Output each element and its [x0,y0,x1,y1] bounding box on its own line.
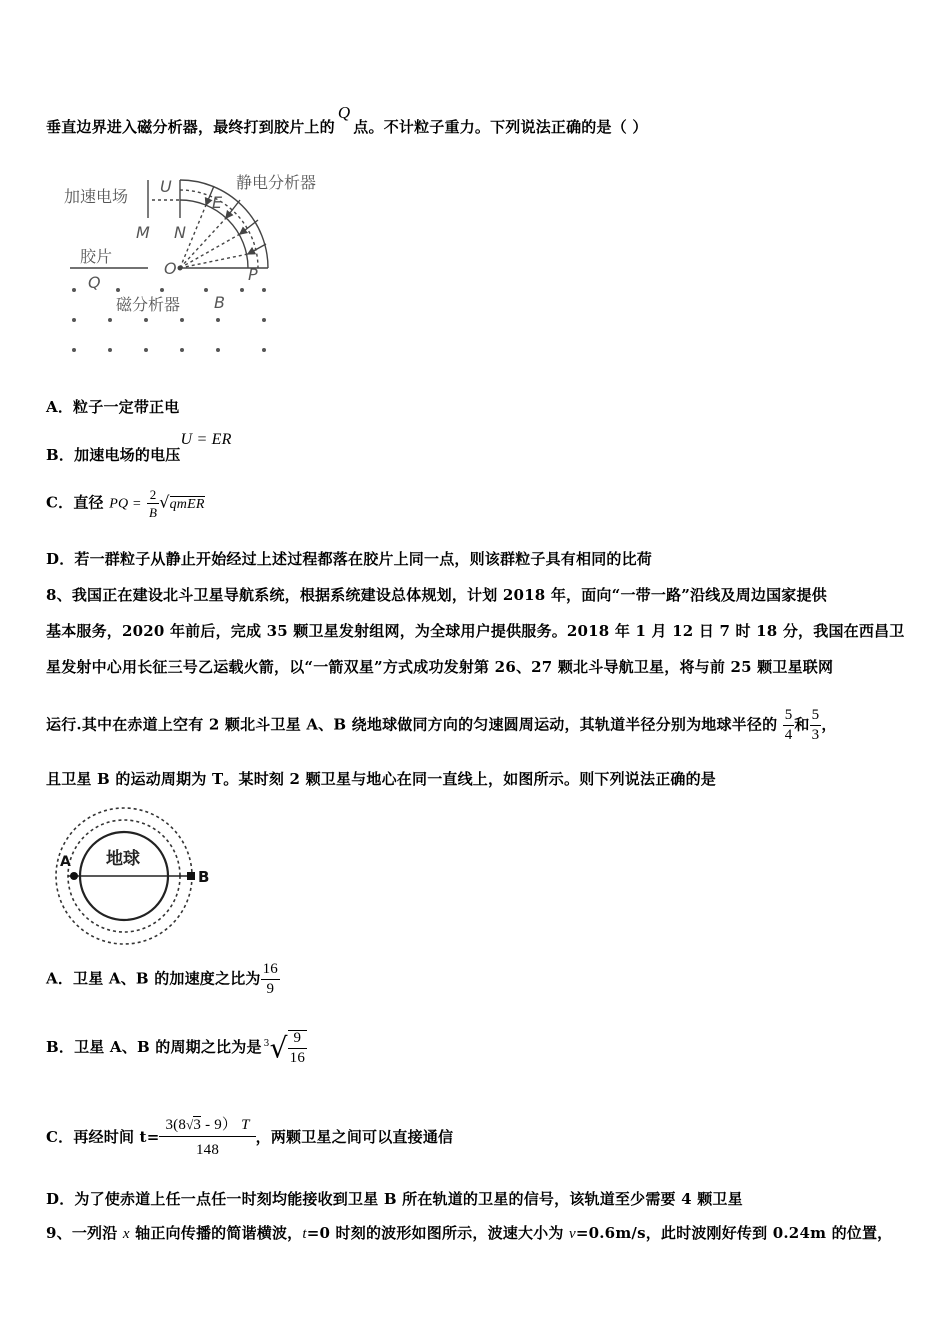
q9-text-d: =0.6m/s，此时波刚好传到 0.24m 的位置， [575,1224,893,1242]
center-o [178,266,183,271]
num-part-a: 3(8 [165,1117,187,1133]
satellite-b [187,872,195,880]
label-u: U [160,177,172,196]
analyzer-outer-arc [180,180,268,268]
label-m: M [136,223,150,242]
fraction-den: 3 [811,727,820,743]
fraction-num: 9 [288,1031,307,1049]
earth-label: 地球 [106,849,140,869]
accel-ratio-fraction [261,962,280,997]
num-t: T [241,1117,250,1133]
q8-and: 和 [794,715,810,734]
label-electrostatic-analyzer: 静电分析器 [236,173,317,192]
fraction-num: 3(8√3 - 9） T [159,1118,255,1137]
q8-comma: ， [821,715,837,734]
q8-line-3: 星发射中心用长征三号乙运载火箭，以“一箭双星”方式成功发射第 26、27 颗北斗导航卫星，将与前 25 颗卫星联网 [46,658,834,676]
q8-option-a [46,962,280,997]
q7-option-b-text: B．加速电场的电压 [46,446,181,464]
q9-text-b: 轴正向传播的简谐横波， [129,1224,303,1242]
num-part-b: - 9） [205,1117,238,1133]
mass-spectrometer-figure [56,168,346,358]
q8-line-4 [46,708,837,743]
q9-var-t: t [302,1226,307,1242]
label-accel-field: 加速电场 [64,187,129,206]
label-b: B [214,293,225,312]
q9-var-v: v [569,1226,576,1242]
label-q: Q [88,273,101,292]
q8-option-c-tail: ，两颗卫星之间可以直接通信 [255,1128,454,1146]
fraction-num: 5 [810,708,822,726]
q9-line-1 [46,1222,892,1243]
label-p: P [248,265,258,284]
q8-line-4-text: 运行.其中在赤道上空有 2 颗北斗卫星 A、B 绕地球做同方向的匀速圆周运动，其轨道半径分别为地球半径的 [46,715,778,734]
radius-fraction-b [810,708,822,743]
label-film: 胶片 [80,247,113,266]
fraction-den: 16 [289,1050,306,1066]
var-q: Q [337,103,351,122]
label-magnetic-analyzer: 磁分析器 [116,295,181,314]
q8-option-b-text: B．卫星 A、B 的周期之比为是 [46,1038,262,1056]
fraction-num: 5 [783,708,795,726]
satellite-a [70,872,78,880]
q7-option-b-formula: U = ER [180,431,232,448]
q7-stem [46,103,648,137]
label-n: N [174,223,186,242]
label-sat-b: B [198,868,210,886]
q8-line-1: 8、我国正在建设北斗卫星导航系统，根据系统建设总体规划，计划 2018 年，面向“一带一路”沿线及周边国家提供 [46,586,827,604]
num-sqrt: 3 [193,1117,202,1133]
q7-option-b [46,428,232,464]
q7-option-c: C．直径 PQ = $\frac{2}{B}$ √qmER [46,487,205,520]
q8-line-2: 基本服务，2020 年前后，完成 35 颗卫星发射组网，为全球用户提供服务。2018 年 1 月 12 日 7 时 18 分，我国在西昌卫 [46,622,905,640]
fraction-num: 2 [147,488,159,504]
time-fraction [159,1118,255,1158]
q7-stem-text: 垂直边界进入磁分析器，最终打到胶片上的 [46,118,335,136]
root-index: 3 [263,1039,270,1049]
q7-option-c-root: qmER [169,496,205,512]
fraction-num: 16 [261,962,280,980]
q9-text-a: 9、一列沿 [46,1224,123,1242]
q7-option-c-fraction [147,488,159,519]
q8-option-c-text: C．再经时间 t= [46,1128,160,1146]
satellite-orbit-figure [44,800,224,946]
q7-option-c-pq: PQ = [109,496,142,512]
q8-option-d: D．为了使赤道上任一点任一时刻均能接收到卫星 B 所在轨道的卫星的信号，该轨道至少需要 4 颗卫星 [46,1190,743,1208]
fraction-den: 4 [784,727,793,743]
q8-line-5: 且卫星 B 的运动周期为 T。某时刻 2 颗卫星与地心在同一直线上，如图所示。则下列说法正确的是 [46,770,716,788]
q9-var-x: x [122,1226,130,1242]
radius-fraction-a [783,708,795,743]
q7-stem-tail: 点。不计粒子重力。下列说法正确的是（ ） [353,118,648,136]
q8-option-a-text: A．卫星 A、B 的加速度之比为 [46,969,261,988]
q7-option-d: D．若一群粒子从静止开始经过上述过程都落在胶片上同一点，则该群粒子具有相同的比荷 [46,550,653,568]
period-ratio-fraction [288,1030,307,1066]
label-e: E [212,193,223,212]
label-o: O [164,259,177,278]
label-sat-a: A [60,854,71,870]
q7-option-a: A．粒子一定带正电 [46,398,180,416]
q8-option-b: B．卫星 A、B 的周期之比为是 $^3$√ $\frac{9}{16}$ [46,1030,306,1066]
fraction-den: 9 [266,981,275,997]
q9-text-c: =0 时刻的波形如图所示，波速大小为 [306,1224,569,1242]
fraction-den: 148 [195,1142,220,1158]
q7-option-c-text: C．直径 [46,493,104,512]
fraction-den: B [149,505,158,520]
q8-option-c [46,1118,453,1158]
